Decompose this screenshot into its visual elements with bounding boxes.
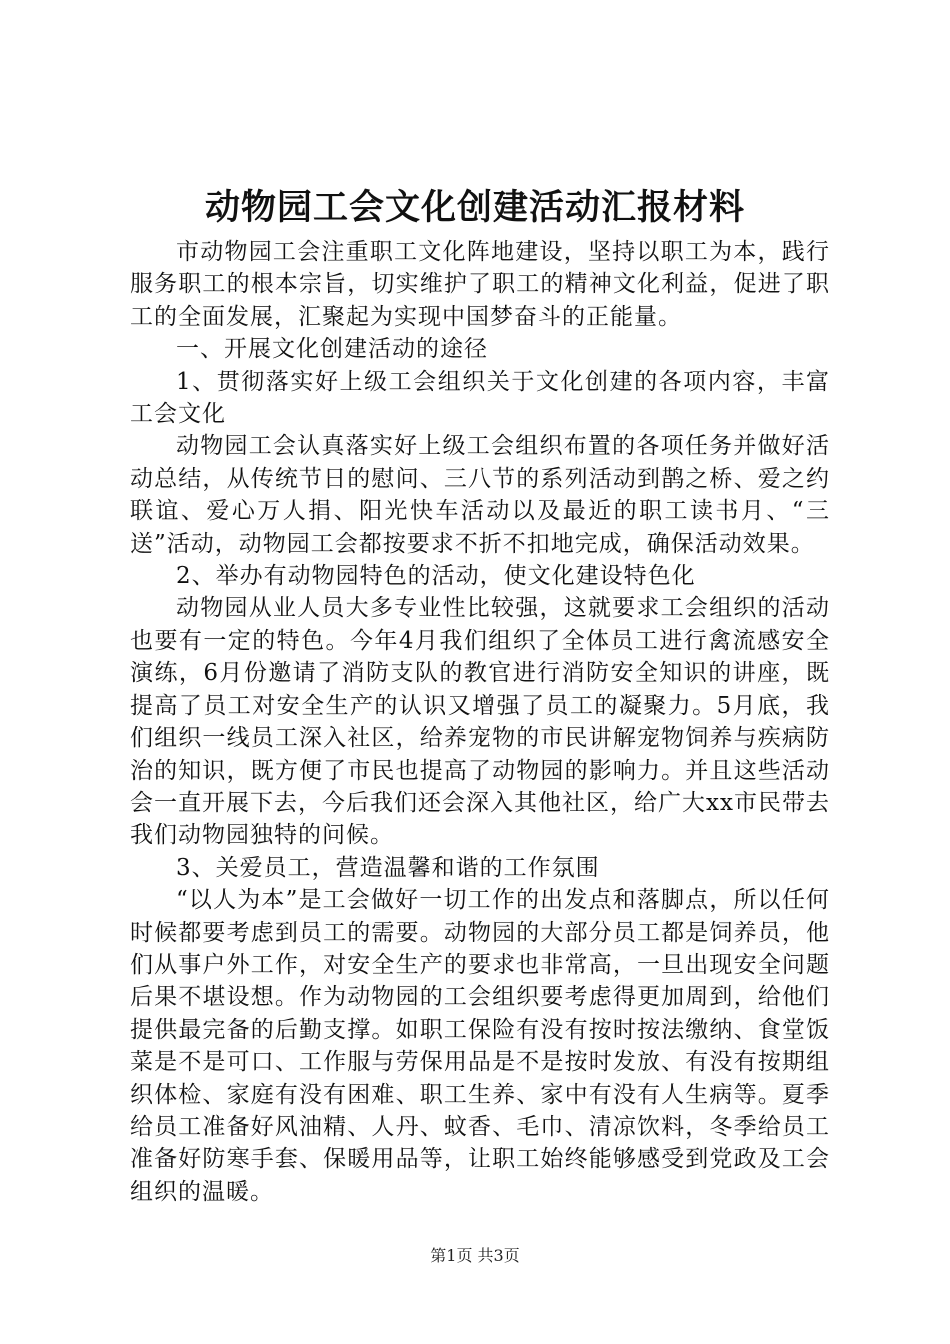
- paragraph-3: “以人为本”是工会做好一切工作的出发点和落脚点，所以任何时候都要考虑到员工的需要。动物园的大部分员工都是饲养员，他们从事户外工作，对安全生产的要求也非常高，一旦出现安全问题后果不堪设想。作为动物园的工会组织要考虑得更加周到，给他们提供最完备的后勤支撑。如职工保险有没有按时按法缴纳、食堂饭菜是不是可口、工作服与劳保用品是不是按时发放、有没有按期组织体检、家庭有没有困难、职工生养、家中有没有人生病等。夏季给员工准备好风油精、人丹、蚊香、毛巾、清凉饮料，冬季给员工准备好防寒手套、保暖用品等，让职工始终能够感受到党政及工会组织的温暖。: [130, 887, 830, 1205]
- page-footer: 第1页 共3页: [430, 1246, 520, 1265]
- paragraph-2: 动物园从业人员大多专业性比较强，这就要求工会组织的活动也要有一定的特色。今年4月我们组织了全体员工进行禽流感安全演练，6月份邀请了消防支队的教官进行消防安全知识的讲座，既提高了员工对安全生产的认识又增强了员工的凝聚力。5月底，我们组织一线员工深入社区，给养宠物的市民讲解宠物饲养与疾病防治的知识，既方便了市民也提高了动物园的影响力。并且这些活动会一直开展下去，今后我们还会深入其他社区，给广大xx市民带去我们动物园独特的问候。: [130, 595, 830, 849]
- subheading-3: 3、关爱员工，营造温馨和谐的工作氛围: [176, 854, 600, 881]
- document-title: 动物园工会文化创建活动汇报材料: [204, 187, 745, 228]
- document-body: [130, 236, 830, 1208]
- paragraph-1: 动物园工会认真落实好上级工会组织布置的各项任务并做好活动总结，从传统节日的慰问、三八节的系列活动到鹊之桥、爱之约联谊、爱心万人捐、阳光快车活动以及最近的职工读书月、“三送”活动，动物园工会都按要求不折不扣地完成，确保活动效果。: [130, 433, 830, 557]
- paragraph-intro: 市动物园工会注重职工文化阵地建设，坚持以职工为本，践行服务职工的根本宗旨，切实维护了职工的精神文化利益，促进了职工的全面发展，汇聚起为实现中国梦奋斗的正能量。: [130, 239, 830, 330]
- subheading-1: 1、贯彻落实好上级工会组织关于文化创建的各项内容，丰富工会文化: [130, 368, 830, 428]
- subheading-2: 2、举办有动物园特色的活动，使文化建设特色化: [176, 563, 696, 590]
- section-heading: 一、开展文化创建活动的途径: [176, 336, 488, 363]
